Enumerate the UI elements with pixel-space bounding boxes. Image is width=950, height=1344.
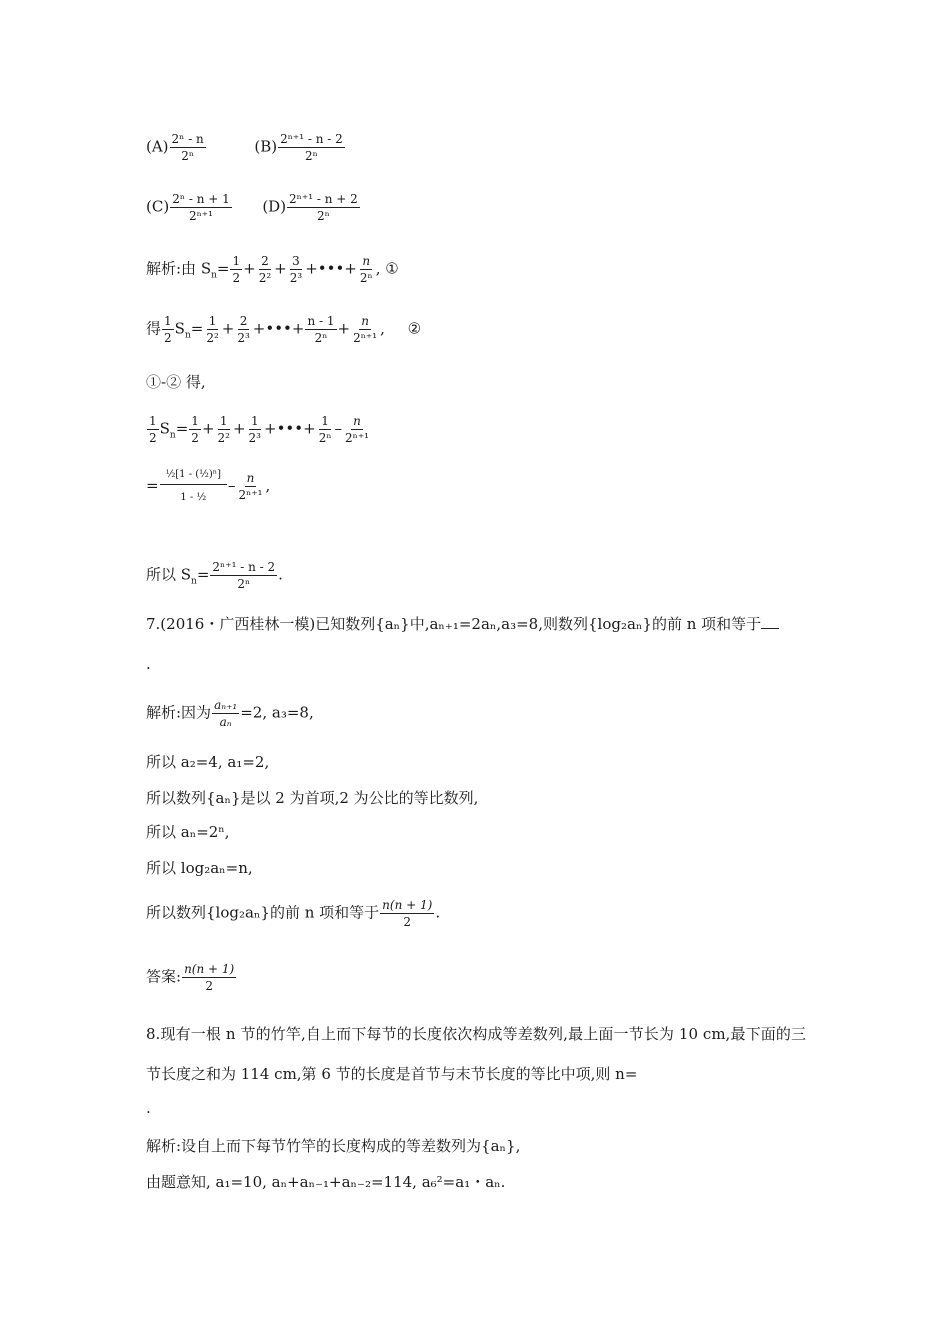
question-7-dot: . (146, 655, 151, 673)
question-8-stem: 8.现有一根 n 节的竹竿,自上而下每节的长度依次构成等差数列,最上面一节长为 10 cm,最下面的三节长度之和为 114 cm,第 6 节的长度是首节与末节长度的等比中项,则 n= (146, 1025, 806, 1083)
question-8-dot: . (146, 1099, 151, 1117)
q7-solution-line1: 解析:因为 $\frac{\text{aₙ₊₁}}{\text{aₙ}}$ =2, a₃=8, (146, 698, 314, 729)
geometric-sum-formula: = $\frac{\text{½[1 - (½)ⁿ]}}{\text{1 - ½}}$ – $\frac{n}{\text{2ⁿ⁺¹}}$ , (146, 469, 271, 503)
q8-solution-line1: 解析:设自上而下每节竹竿的长度构成的等差数列为{aₙ}, (146, 1137, 521, 1155)
q7-solution-line4: 所以 aₙ=2ⁿ, (146, 823, 230, 841)
options-row-ab (146, 132, 346, 163)
subtract-line: ①-② 得, (146, 373, 206, 391)
q7-solution-line6: 所以数列{log₂aₙ}的前 n 项和等于 $\frac{n(n + 1)}{2}$ . (146, 898, 441, 929)
q7-solution-line5: 所以 log₂aₙ=n, (146, 859, 253, 877)
option-c-fraction: $\frac{\text{2ⁿ - n + 1}}{\text{2ⁿ⁺¹}}$ (172, 192, 230, 223)
solution-eq2: 得 $\frac{1}{2}$ $S_n=$ $\frac{1}{\text{2²}}$ + $\frac{2}{\text{2³}}$ +•••+ $\frac{n - 1}{\text{2ⁿ}}$ + $\frac{n}{\text{2ⁿ⁺¹}}$ , ② (146, 314, 422, 345)
option-a-label: (A) (146, 137, 169, 156)
solution-eq1: 解析:由 $S_n=$ $\frac{1}{2}$ + $\frac{2}{\text{2²}}$ + $\frac{3}{\text{2³}}$ +•••+ $\frac{n}{\text{2ⁿ}}$ , ① (146, 254, 399, 285)
answer-blank (761, 614, 779, 629)
option-d-label: (D) (262, 197, 287, 216)
option-c-label: (C) (146, 197, 170, 216)
option-b-fraction: $\frac{\text{2ⁿ⁺¹ - n - 2}}{\text{2ⁿ}}$ (280, 132, 343, 163)
q7-answer: 答案: $\frac{n(n + 1)}{2}$ (146, 962, 235, 993)
option-a-fraction: $\frac{\text{2ⁿ - n}}{\text{2ⁿ}}$ (171, 132, 204, 163)
conclusion-sn: 所以 $S_n=$ $\frac{\text{2ⁿ⁺¹ - n - 2}}{\text{2ⁿ}}$ . (146, 560, 283, 591)
q7-solution-line3: 所以数列{aₙ}是以 2 为首项,2 为公比的等比数列, (146, 789, 479, 807)
options-row-cd (146, 192, 361, 223)
half-sum-expansion: $\frac{1}{2}$ $S_n=$ $\frac{1}{2}$ + $\frac{1}{\text{2²}}$ + $\frac{1}{\text{2³}}$ +•••+ $\frac{1}{\text{2ⁿ}}$ – $\frac{n}{\text{2ⁿ⁺¹}}$ (149, 414, 369, 445)
option-d-fraction: $\frac{\text{2ⁿ⁺¹ - n + 2}}{\text{2ⁿ}}$ (289, 192, 358, 223)
q7-solution-line2: 所以 a₂=4, a₁=2, (146, 753, 270, 771)
q8-solution-line2: 由题意知, a₁=10, aₙ+aₙ₋₁+aₙ₋₂=114, a₆²=a₁・aₙ. (146, 1173, 506, 1191)
question-7-stem: 7.(2016・广西桂林一模)已知数列{aₙ}中,aₙ₊₁=2aₙ,a₃=8,则数列{log₂aₙ}的前 n 项和等于 (146, 614, 779, 634)
option-b-label: (B) (254, 137, 278, 156)
